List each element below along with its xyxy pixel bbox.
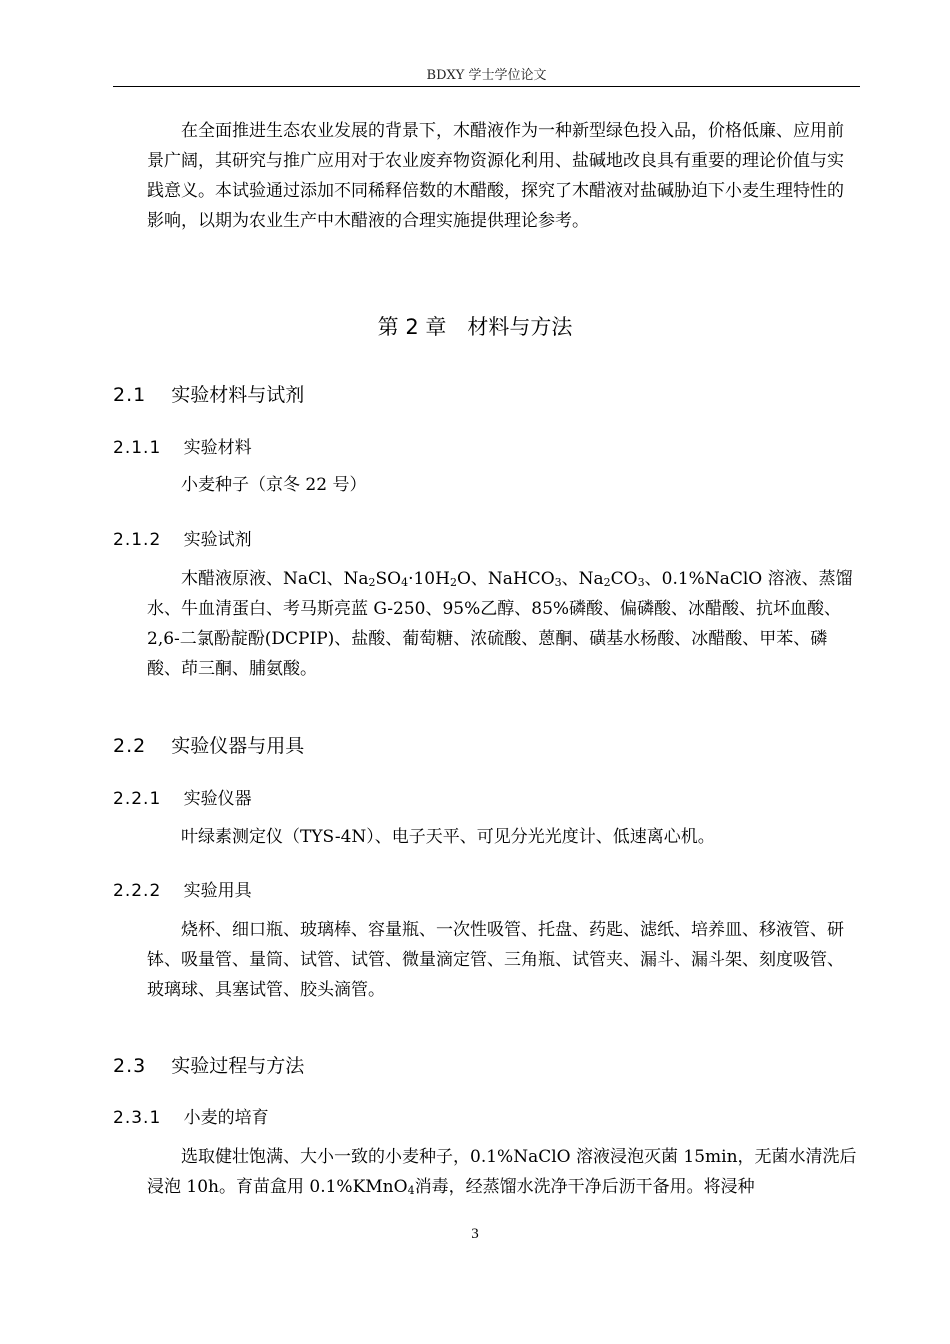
section-heading-2-1 xyxy=(113,380,304,407)
instruments-paragraph: 叶绿素测定仪（TYS-4N）、电子天平、可见分光光度计、低速离心机。 xyxy=(181,827,715,847)
subsection-heading-2-1-2 xyxy=(113,525,252,550)
intro-paragraph: 在全面推进生态农业发展的背景下，木醋液作为一种新型绿色投入品，价格低廉、应用前景广阔，其研究与推广应用对于农业废弃物资源化利用、盐碱地改良具有重要的理论价值与实践意义。本试验通过添加不同稀释倍数的木醋酸，探究了木醋液对盐碱胁迫下小麦生理特性的影响，以期为农业生产中木醋液的合理实施提供理论参考。 xyxy=(147,121,844,231)
subsection-heading-2-3-1 xyxy=(113,1103,269,1128)
subsection-title: 实验试剂 xyxy=(183,530,252,550)
subsection-title: 实验材料 xyxy=(183,438,252,458)
subsection-number: 2.3.1 xyxy=(113,1108,162,1128)
section-heading-2-3 xyxy=(113,1051,304,1078)
section-title: 实验过程与方法 xyxy=(171,1055,305,1077)
reagents-paragraph: 木醋液原液、NaCl、$Na_2SO_4\cdot 10H_2O$、NaHCO$_3$、$Na_2CO_3$、0.1%NaClO 溶液、蒸馏水、牛血清蛋白、考马斯亮蓝 G-250、95%乙醇、85%磷酸、偏磷酸、冰醋酸、抗坏血酸、2,6-二氯酚靛酚(DCPIP)、盐酸、葡萄糖、浓硫酸、蒽酮、磺基水杨酸、冰醋酸、甲苯、磷酸、茚三酮、脯氨酸。 xyxy=(147,569,853,679)
subsection-title: 实验用具 xyxy=(183,881,252,901)
subsection-heading-2-2-1 xyxy=(113,784,252,809)
running-header: BDXY 学士学位论文 xyxy=(426,68,547,83)
subsection-number: 2.1.2 xyxy=(113,530,162,550)
materials-paragraph: 小麦种子（京冬 22 号） xyxy=(181,475,367,495)
chapter-title: 第 2 章 材料与方法 xyxy=(377,315,573,339)
subsection-title: 实验仪器 xyxy=(183,789,252,809)
subsection-heading-2-2-2 xyxy=(113,876,252,901)
header-rule xyxy=(113,86,860,87)
section-heading-2-2 xyxy=(113,731,304,758)
cultivation-paragraph: 选取健壮饱满、大小一致的小麦种子，0.1%NaClO 溶液浸泡灭菌 15min，无菌水清洗后浸泡 10h。育苗盒用 0.1%KMnO$_4$消毒，经蒸馏水洗净干净后沥干备用。将浸种 xyxy=(147,1147,857,1197)
subsection-heading-2-1-1 xyxy=(113,433,252,458)
section-title: 实验仪器与用具 xyxy=(171,735,305,757)
apparatus-paragraph: 烧杯、细口瓶、玻璃棒、容量瓶、一次性吸管、托盘、药匙、滤纸、培养皿、移液管、研钵、吸量管、量筒、试管、试管、微量滴定管、三角瓶、试管夹、漏斗、漏斗架、刻度吸管、玻璃球、具塞试管、胶头滴管。 xyxy=(147,920,844,1000)
subsection-title: 小麦的培育 xyxy=(183,1108,269,1128)
section-number: 2.3 xyxy=(113,1055,147,1077)
subsection-number: 2.2.1 xyxy=(113,789,162,809)
section-number: 2.2 xyxy=(113,735,147,757)
page-number: 3 xyxy=(471,1226,479,1242)
subsection-number: 2.1.1 xyxy=(113,438,162,458)
subsection-number: 2.2.2 xyxy=(113,881,162,901)
section-title: 实验材料与试剂 xyxy=(171,384,305,406)
section-number: 2.1 xyxy=(113,384,147,406)
